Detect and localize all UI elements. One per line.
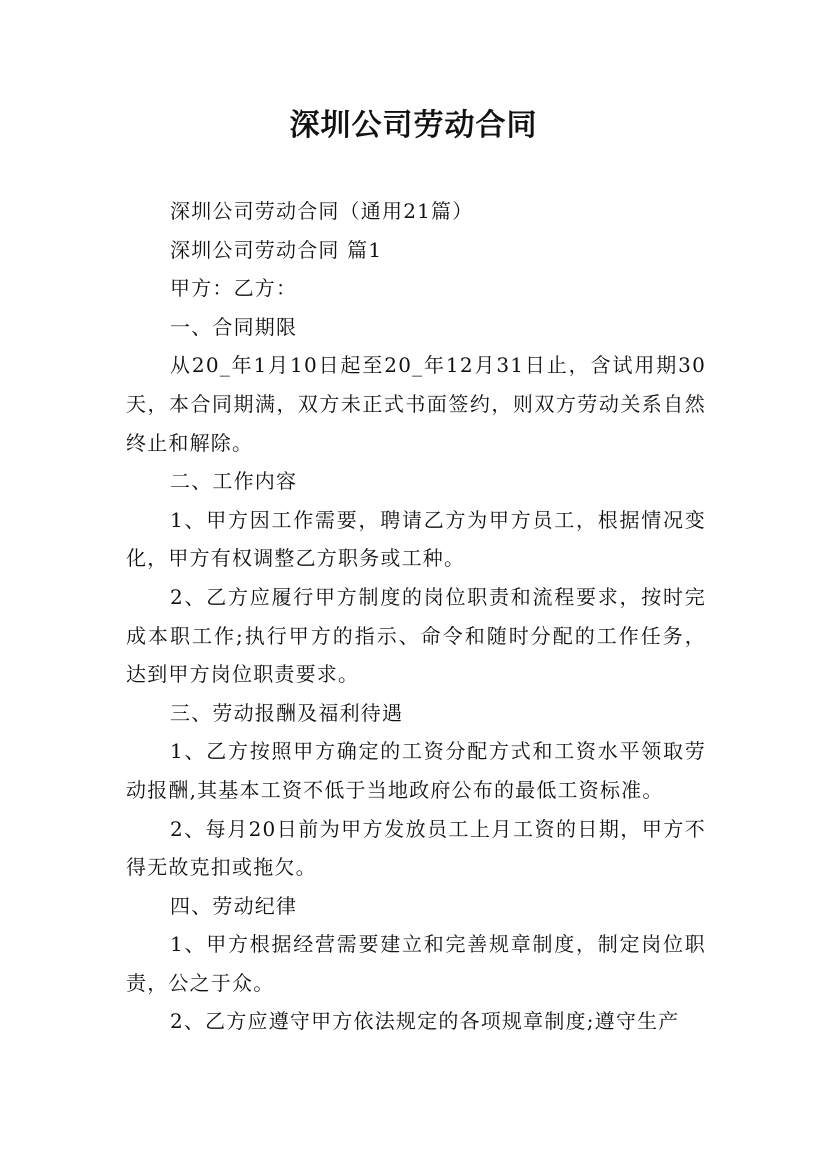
section-heading-compensation: 三、劳动报酬及福利待遇 [170, 700, 404, 725]
paragraph-compensation-2: 2、每月20日前为甲方发放员工上月工资的日期，甲方不得无故克扣或拖欠。 [126, 816, 706, 880]
document-body [126, 192, 706, 1041]
section-heading-term: 一、合同期限 [170, 314, 298, 339]
paragraph-discipline-1: 1、甲方根据经营需要建立和完善规章制度，制定岗位职责，公之于众。 [126, 932, 706, 995]
paragraph-work-content-1: 1、甲方因工作需要，聘请乙方为甲方员工，根据情况变化，甲方有权调整乙方职务或工种。 [126, 507, 706, 571]
document-title: 深圳公司劳动合同 [289, 108, 538, 143]
paragraph-compensation-1: 1、乙方按照甲方确定的工资分配方式和工资水平领取劳动报酬,其基本工资不低于当地政府公布的最低工资标准。 [126, 739, 706, 802]
paragraph-term: 从20_年1月10日起至20_年12月31日止，含试用期30天，本合同期满，双方未正式书面签约，则双方劳动关系自然终止和解除。 [126, 353, 706, 455]
paragraph-parties: 甲方：乙方： [170, 276, 298, 301]
paragraph-work-content-2: 2、乙方应履行甲方制度的岗位职责和流程要求，按时完成本职工作;执行甲方的指示、命令和随时分配的工作任务，达到甲方岗位职责要求。 [126, 584, 706, 687]
paragraph-part-heading: 深圳公司劳动合同 篇1 [170, 237, 383, 262]
paragraph-collection-title: 深圳公司劳动合同（通用21篇） [170, 199, 474, 223]
section-heading-work-content: 二、工作内容 [170, 469, 298, 494]
section-heading-discipline: 四、劳动纪律 [170, 893, 298, 918]
paragraph-discipline-2: 2、乙方应遵守甲方依法规定的各项规章制度;遵守生产 [170, 1009, 680, 1034]
